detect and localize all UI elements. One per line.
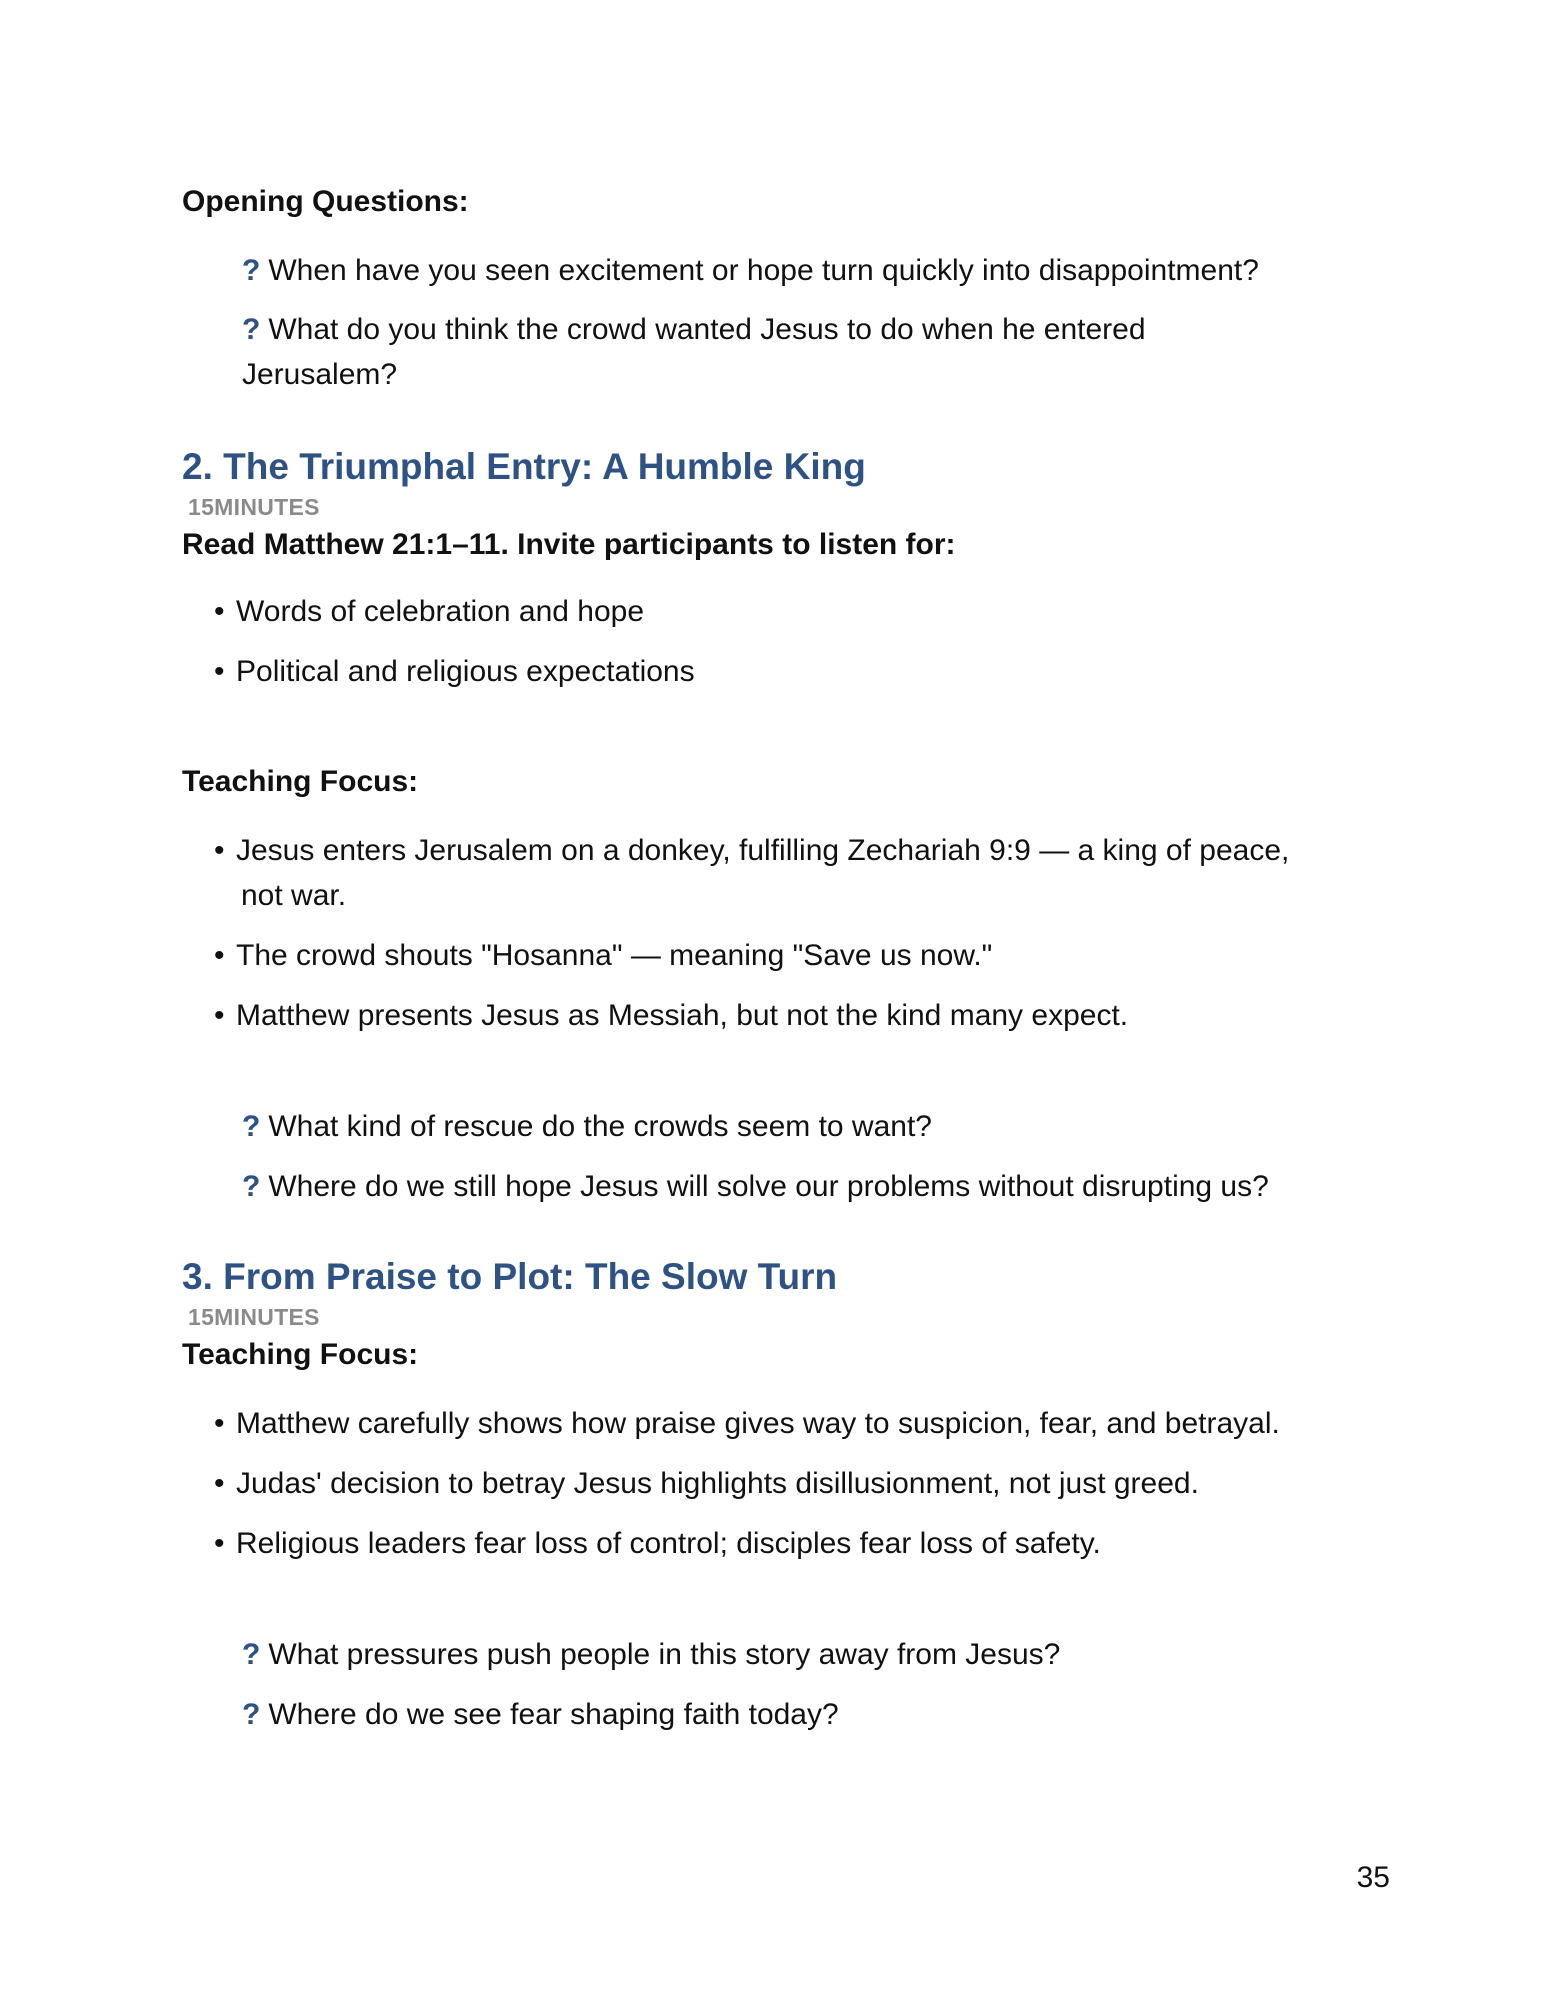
- list-item: [182, 649, 1372, 694]
- list-item-text: Judas' decision to betray Jesus highlights disillusionment, not just greed.: [236, 1467, 1199, 1500]
- question-item: [182, 248, 1372, 293]
- question-item: [182, 1632, 1372, 1677]
- bullet-icon: •: [214, 1527, 225, 1560]
- section-2-questions-list: [182, 1104, 1372, 1209]
- question-item: [182, 1164, 1372, 1209]
- section-2-instruction: Read Matthew 21:1–11. Invite participants to listen for:: [182, 528, 956, 561]
- question-mark-icon: ?: [242, 1638, 261, 1671]
- page-number: 35: [1356, 1861, 1390, 1894]
- question-item: [182, 307, 1372, 397]
- question-mark-icon: ?: [242, 1170, 261, 1203]
- list-item: [182, 828, 1372, 918]
- section-3-focus-label: Teaching Focus:: [182, 1338, 419, 1371]
- list-item: [182, 993, 1372, 1038]
- section-2-title: 2. The Triumphal Entry: A Humble King: [182, 446, 866, 487]
- section-3-questions-list: [182, 1632, 1372, 1737]
- bullet-icon: •: [214, 655, 225, 688]
- question-text: What pressures push people in this story away from Jesus?: [268, 1638, 1061, 1671]
- opening-questions-label: Opening Questions:: [182, 185, 469, 218]
- list-item-text: Political and religious expectations: [236, 655, 695, 688]
- opening-questions-list: [182, 248, 1372, 397]
- question-text: Where do we still hope Jesus will solve our problems without disrupting us?: [268, 1170, 1269, 1203]
- bullet-icon: •: [214, 595, 225, 628]
- section-2-duration: 15MINUTES: [188, 494, 320, 520]
- list-item-text: Matthew presents Jesus as Messiah, but not the kind many expect.: [236, 999, 1129, 1032]
- list-item: [182, 1401, 1372, 1446]
- bullet-icon: •: [214, 1467, 225, 1500]
- list-item: [182, 1521, 1372, 1566]
- bullet-icon: •: [214, 834, 225, 867]
- question-mark-icon: ?: [242, 313, 261, 346]
- list-item-text: Jesus enters Jerusalem on a donkey, fulfilling Zechariah 9:9 — a king of peace,: [236, 834, 1290, 867]
- list-item-text: Religious leaders fear loss of control; disciples fear loss of safety.: [236, 1527, 1101, 1560]
- section-3-title: 3. From Praise to Plot: The Slow Turn: [182, 1256, 838, 1297]
- question-mark-icon: ?: [242, 254, 261, 287]
- section-3-duration: 15MINUTES: [188, 1304, 320, 1330]
- list-item-text: Words of celebration and hope: [236, 595, 645, 628]
- document-page: [182, 180, 1372, 1737]
- list-item: [182, 933, 1372, 978]
- bullet-icon: •: [214, 1407, 225, 1440]
- list-item-text: Matthew carefully shows how praise gives way to suspicion, fear, and betrayal.: [236, 1407, 1280, 1440]
- bullet-icon: •: [214, 999, 225, 1032]
- question-mark-icon: ?: [242, 1110, 261, 1143]
- question-text-continued: Jerusalem?: [242, 358, 398, 391]
- list-item-text: The crowd shouts "Hosanna" — meaning "Save us now.": [236, 939, 993, 972]
- section-2-focus-label: Teaching Focus:: [182, 765, 419, 798]
- bullet-icon: •: [214, 939, 225, 972]
- section-3-focus-list: [182, 1401, 1372, 1566]
- question-text: What do you think the crowd wanted Jesus to do when he entered: [268, 313, 1146, 346]
- listen-for-list: [182, 589, 1372, 694]
- list-item-text-continued: not war.: [241, 879, 347, 912]
- list-item: [182, 1461, 1372, 1506]
- question-item: [182, 1692, 1372, 1737]
- section-2-focus-list: [182, 828, 1372, 1038]
- list-item: [182, 589, 1372, 634]
- question-text: Where do we see fear shaping faith today?: [268, 1698, 839, 1731]
- question-text: When have you seen excitement or hope turn quickly into disappointment?: [268, 254, 1259, 287]
- question-text: What kind of rescue do the crowds seem to want?: [268, 1110, 932, 1143]
- question-mark-icon: ?: [242, 1698, 261, 1731]
- question-item: [182, 1104, 1372, 1149]
